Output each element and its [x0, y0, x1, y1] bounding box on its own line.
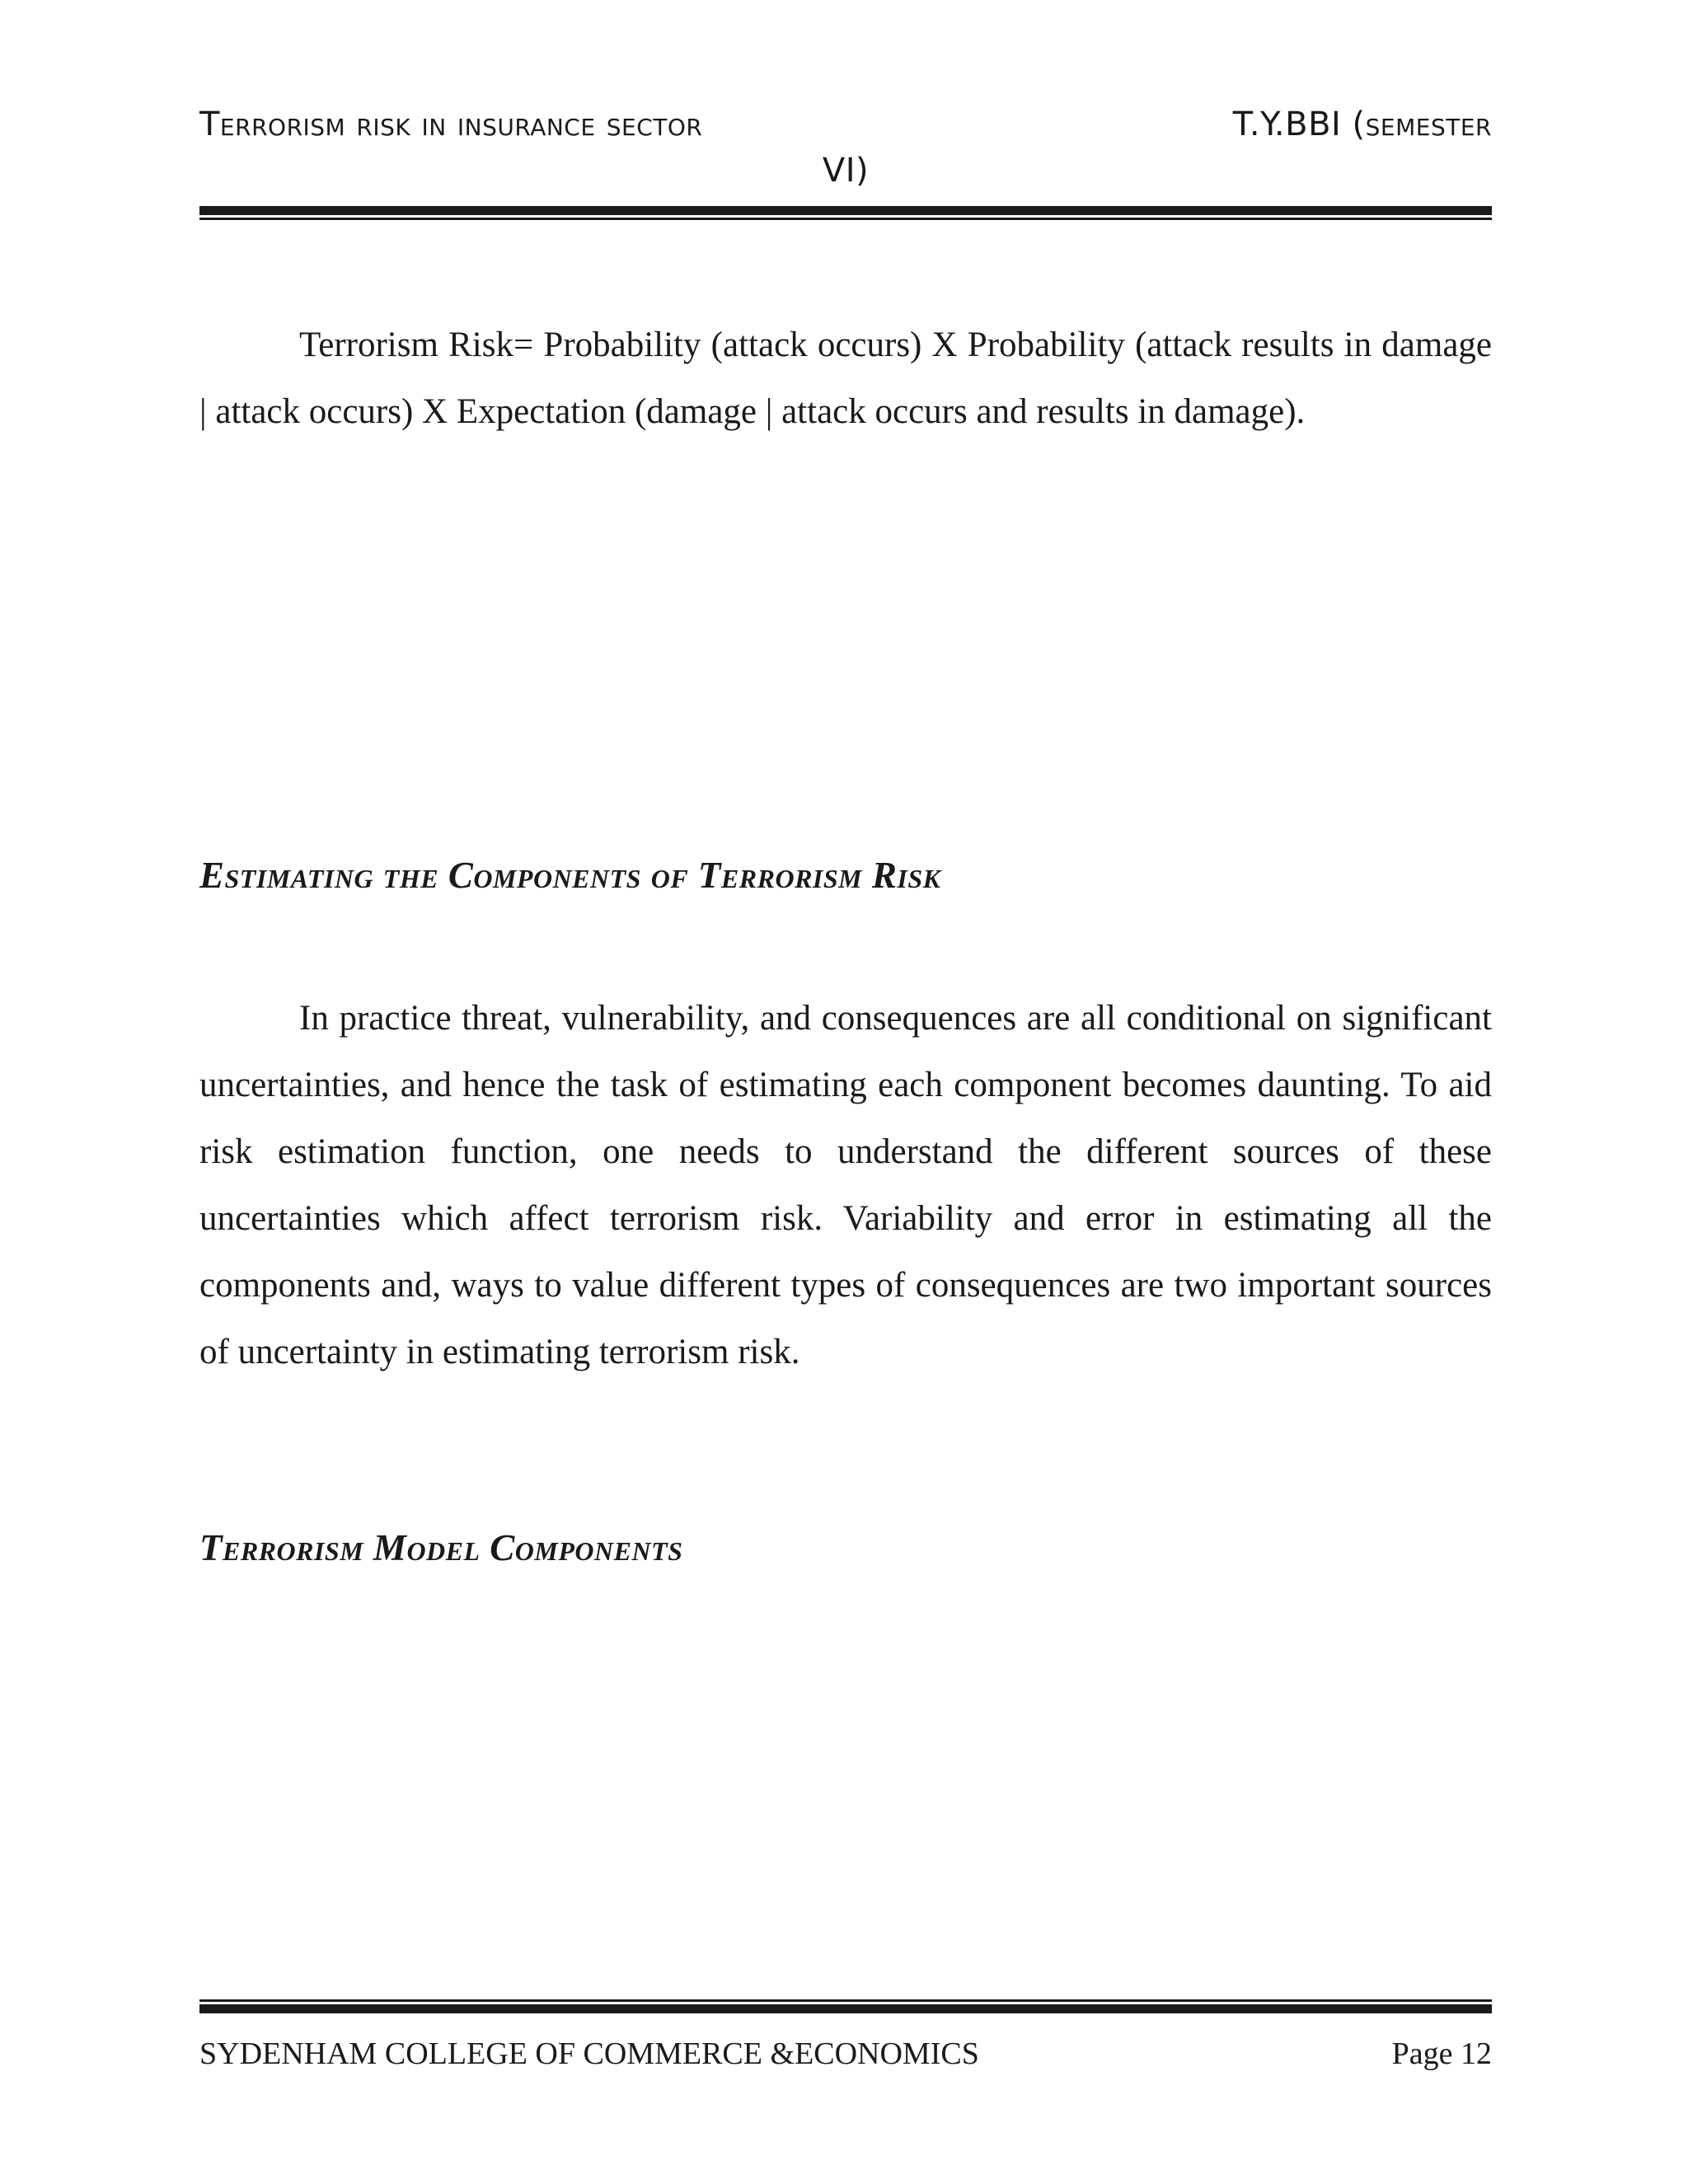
- header-rule-thin: [199, 218, 1492, 220]
- header-title: Terrorism risk in insurance sector: [199, 105, 703, 143]
- page-number: Page 12: [1391, 2036, 1492, 2071]
- estimating-paragraph: In practice threat, vulnerability, and consequences are all conditional on significant uncertainties, and hence the task of estimating each component becomes daunting. To aid risk estimation function, one needs to understand the different sources of these uncertainties which affect terrorism risk. Variability and error in estimating all the components and, ways to value different types of consequences are two important sources of uncertainty in estimating terrorism risk.: [199, 999, 1492, 1371]
- formula-paragraph: Terrorism Risk= Probability (attack occurs) X Probability (attack results in damage | attack occurs) X Expectation (damage | attack occurs and results in damage).: [199, 326, 1492, 431]
- footer-rule-thin: [199, 1999, 1492, 2002]
- header-rule-thick: [199, 206, 1492, 215]
- footer-college-name: SYDENHAM COLLEGE OF COMMERCE &ECONOMICS: [199, 2036, 979, 2071]
- section-heading-model-components: Terrorism Model Components: [199, 1527, 683, 1568]
- section-heading-estimating: Estimating the Components of Terrorism Risk: [199, 855, 941, 896]
- header-course: T.Y.BBI (semester: [1232, 105, 1492, 143]
- header-course-continuation: VI): [822, 152, 870, 190]
- footer-rule-thick: [199, 2004, 1492, 2013]
